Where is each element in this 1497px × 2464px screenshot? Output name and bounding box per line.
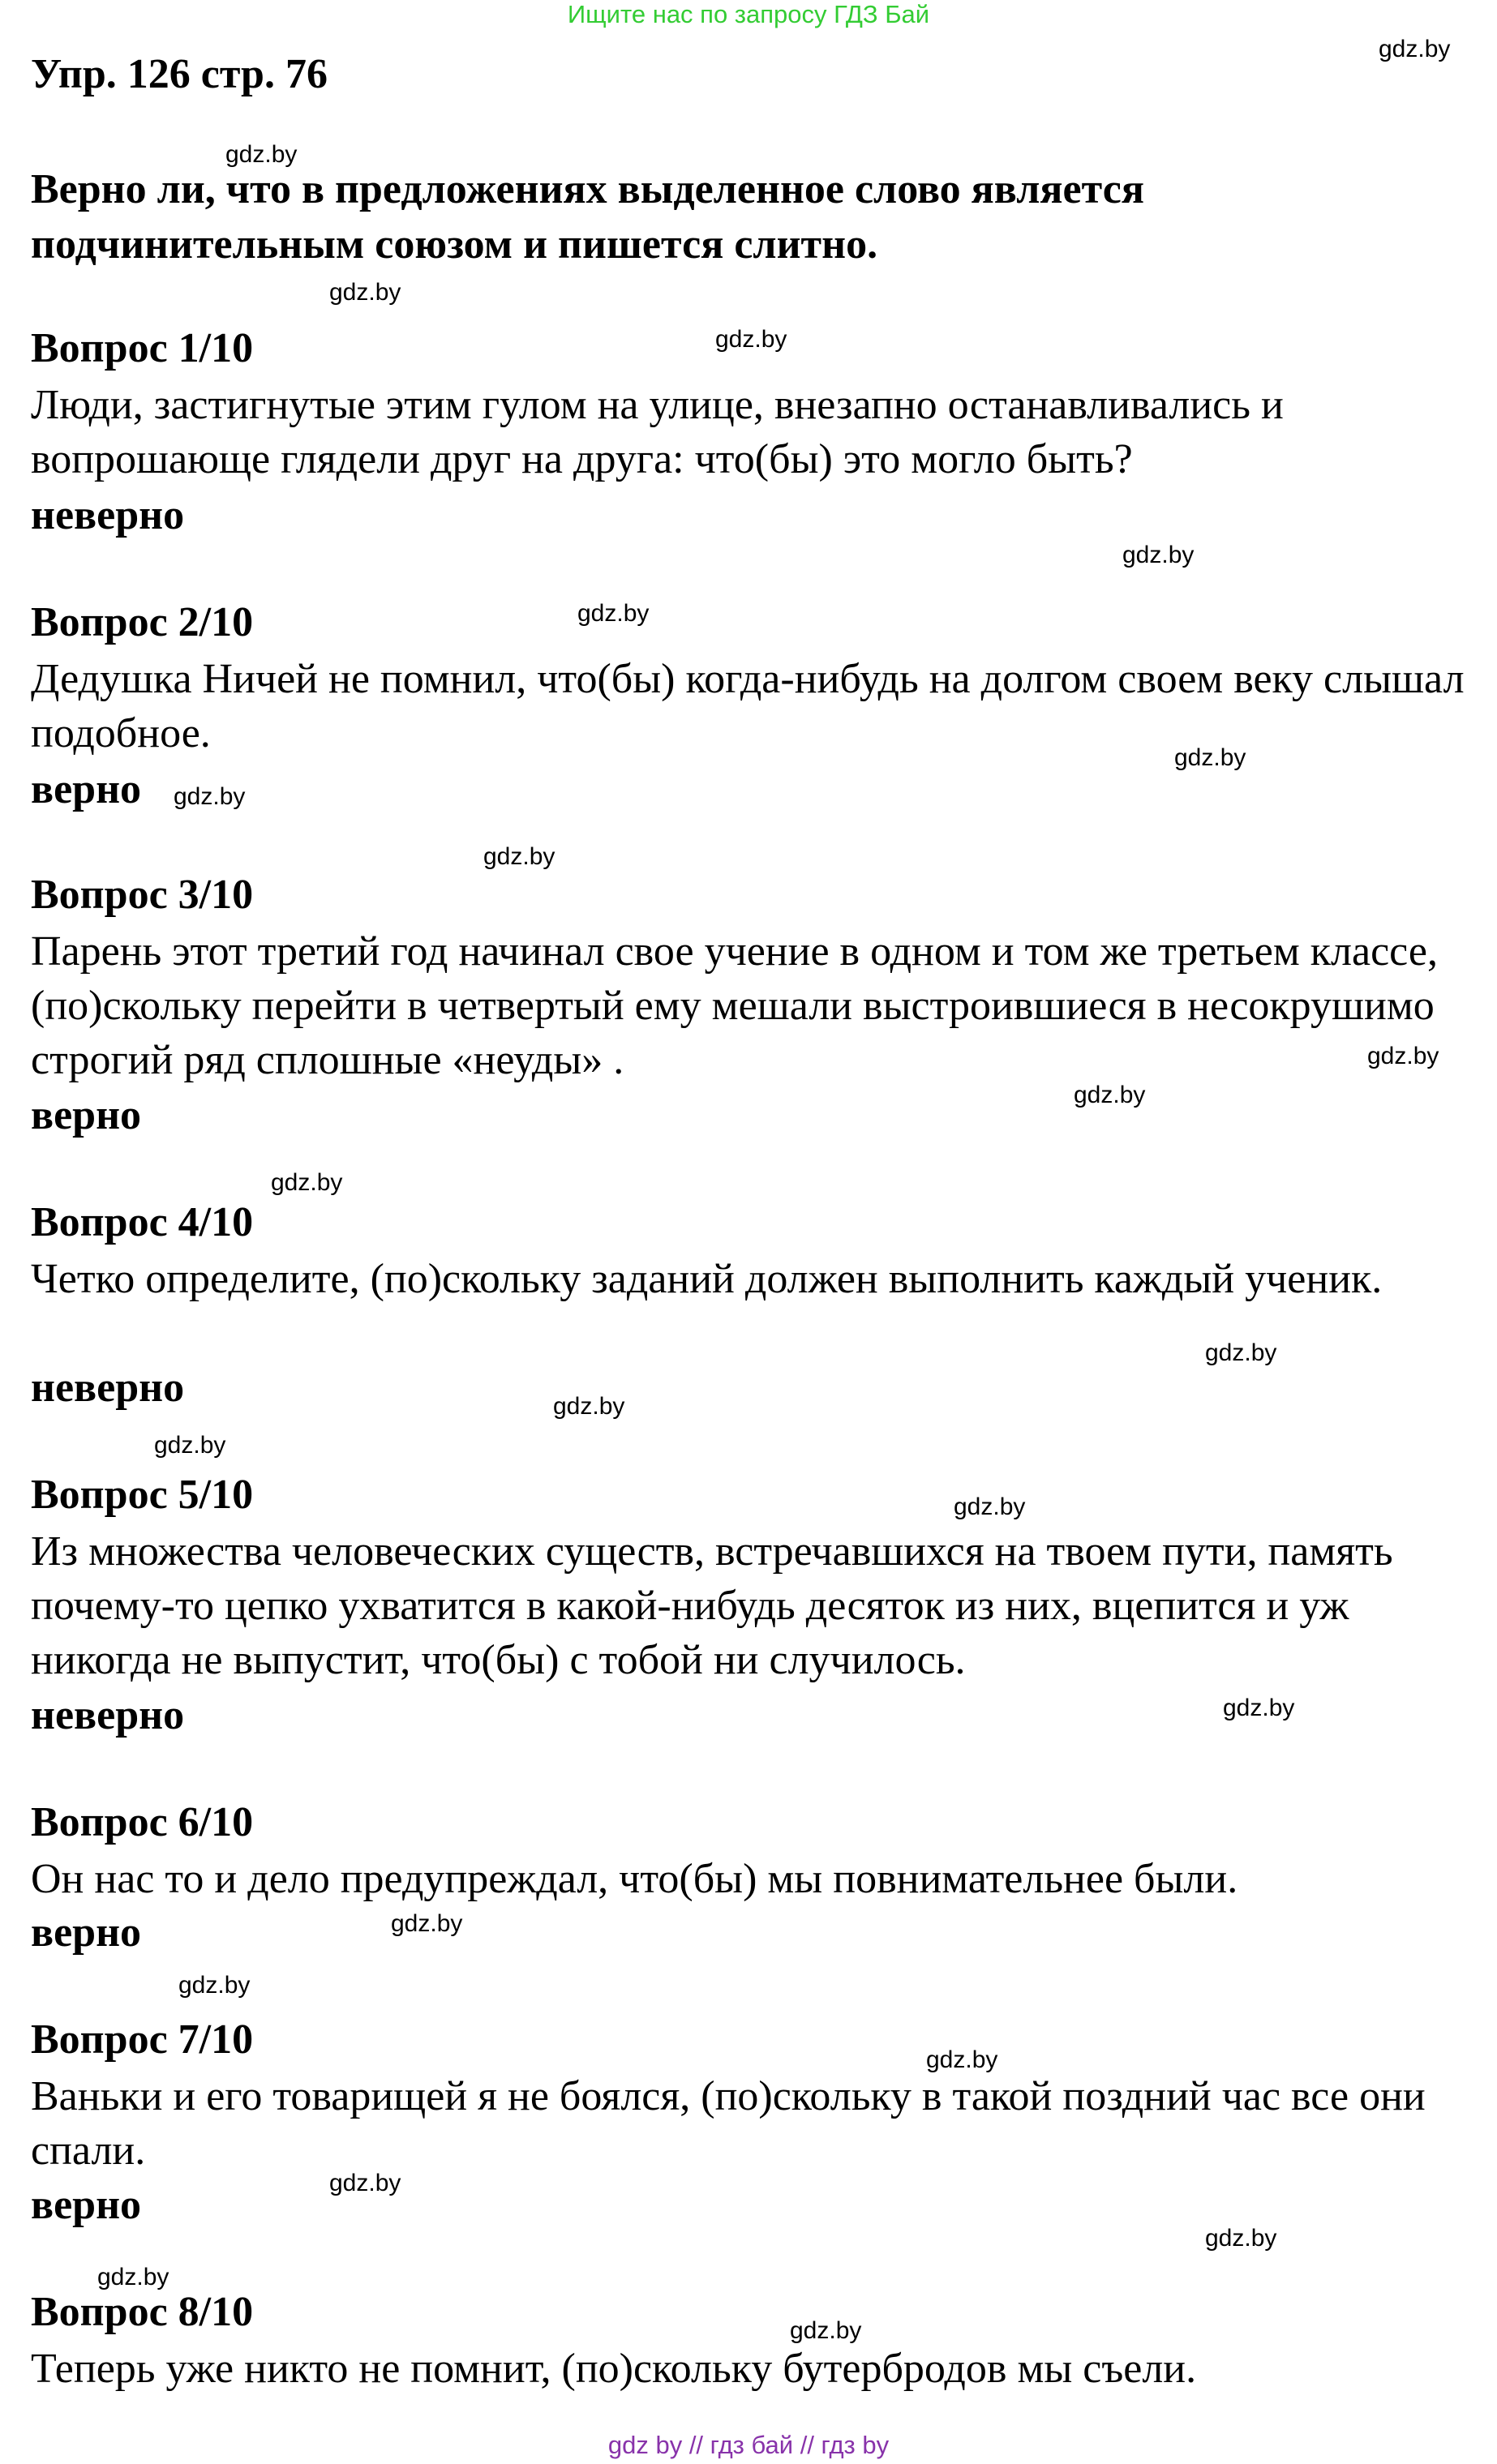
question-3-text: Парень этот третий год начинал свое учение в одном и том же третьем классе, (по)скольку перейти в четвертый ему мешали выстроившиеся в несокрушимо строгий ряд сплошные «неуды» . bbox=[31, 928, 1438, 1083]
watermark: gdz.by bbox=[790, 2317, 862, 2344]
watermark: gdz.by bbox=[926, 2046, 998, 2073]
watermark: gdz.by bbox=[715, 326, 787, 353]
question-6-answer: верно bbox=[31, 1909, 142, 1956]
watermark: gdz.by bbox=[329, 2170, 401, 2196]
watermark: gdz.by bbox=[97, 2264, 169, 2290]
question-7-label: Вопрос 7/10 bbox=[31, 2016, 254, 2063]
watermark: gdz.by bbox=[178, 1972, 251, 1999]
question-1-answer: неверно bbox=[31, 492, 185, 538]
question-4-answer: неверно bbox=[31, 1365, 185, 1411]
watermark: gdz.by bbox=[391, 1910, 463, 1937]
question-2-label: Вопрос 2/10 bbox=[31, 599, 254, 645]
question-1-label: Вопрос 1/10 bbox=[31, 325, 254, 371]
question-4-label: Вопрос 4/10 bbox=[31, 1199, 254, 1245]
watermark: gdz.by bbox=[553, 1393, 625, 1420]
watermark: gdz.by bbox=[1205, 1339, 1277, 1366]
watermark: gdz.by bbox=[954, 1493, 1026, 1520]
question-4-text: Четко определите, (по)скольку заданий должен выполнить каждый ученик. bbox=[31, 1256, 1383, 1302]
watermark: gdz.by bbox=[174, 783, 246, 810]
watermark: gdz.by bbox=[1174, 744, 1246, 771]
watermark: gdz.by bbox=[329, 279, 401, 306]
watermark: gdz.by bbox=[1367, 1043, 1439, 1069]
question-2-answer: верно bbox=[31, 766, 142, 812]
question-6-text: Он нас то и дело предупреждал, что(бы) мы повнимательнее были. bbox=[31, 1856, 1238, 1902]
question-5-label: Вопрос 5/10 bbox=[31, 1472, 254, 1518]
question-2-text: Дедушка Ничей не помнил, что(бы) когда-нибудь на долгом своем веку слышал подобное. bbox=[31, 656, 1465, 756]
watermark: gdz.by bbox=[225, 141, 298, 168]
question-3-answer: верно bbox=[31, 1092, 142, 1138]
question-7-text: Ваньки и его товарищей я не боялся, (по)скольку в такой поздний час все они спали. bbox=[31, 2073, 1426, 2174]
watermark: gdz.by bbox=[483, 843, 555, 870]
watermark: gdz.by bbox=[1074, 1082, 1146, 1108]
question-7-answer: верно bbox=[31, 2182, 142, 2228]
watermark: gdz.by bbox=[154, 1432, 226, 1459]
question-1-text: Люди, застигнутые этим гулом на улице, внезапно останавливались и вопрошающе глядели друг на друга: что(бы) это могло быть? bbox=[31, 382, 1284, 482]
task-instruction: Верно ли, что в предложениях выделенное слово является подчинительным союзом и пишется слитно. bbox=[31, 166, 1144, 268]
question-8-label: Вопрос 8/10 bbox=[31, 2289, 254, 2335]
question-5-text: Из множества человеческих существ, встречавшихся на твоем пути, память почему-то цепко ухватится в какой-нибудь десяток из них, вцепится и уж никогда не выпустит, что(бы) с тобой ни случилось. bbox=[31, 1528, 1393, 1683]
watermark: gdz.by bbox=[577, 600, 650, 627]
watermark: gdz.by bbox=[1122, 542, 1195, 568]
watermark: gdz.by bbox=[1379, 36, 1451, 62]
footer-banner: gdz by // гдз бай // гдз by bbox=[607, 2431, 890, 2459]
question-3-label: Вопрос 3/10 bbox=[31, 872, 254, 918]
question-8-text: Теперь уже никто не помнит, (по)скольку бутербродов мы съели. bbox=[31, 2346, 1197, 2392]
watermark: gdz.by bbox=[1205, 2225, 1277, 2252]
watermark: gdz.by bbox=[1223, 1695, 1295, 1721]
question-6-label: Вопрос 6/10 bbox=[31, 1799, 254, 1845]
watermark: gdz.by bbox=[271, 1169, 343, 1196]
question-5-answer: неверно bbox=[31, 1692, 185, 1738]
exercise-title: Упр. 126 стр. 76 bbox=[31, 51, 328, 97]
top-banner: Ищите нас по запросу ГДЗ Бай bbox=[567, 0, 930, 28]
